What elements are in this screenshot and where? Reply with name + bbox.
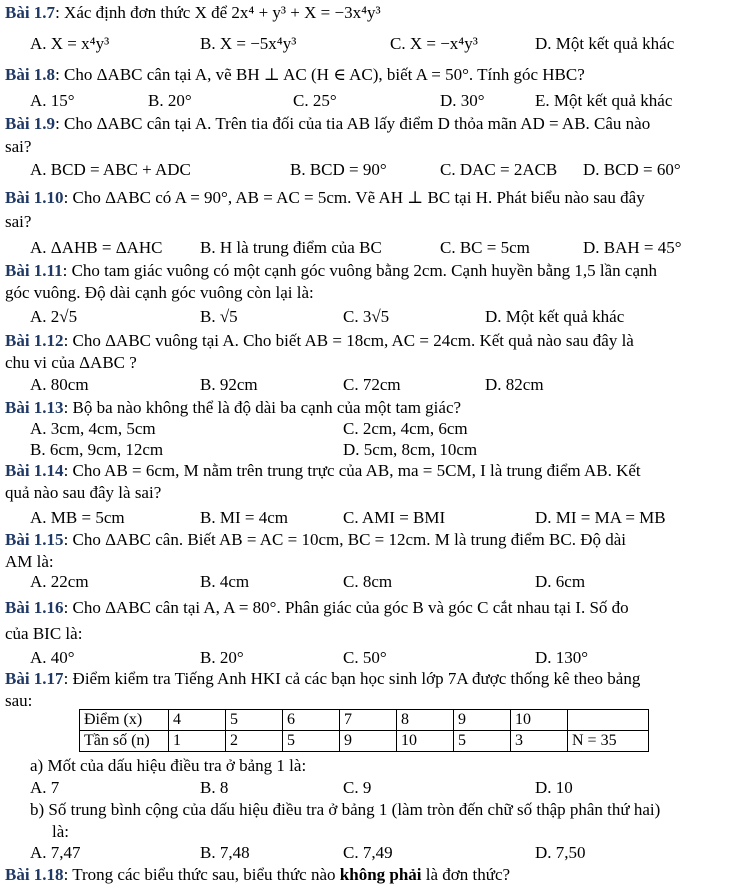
- option-c[interactable]: C. DAC = 2ACB: [440, 160, 558, 179]
- option-d[interactable]: D. 6cm: [535, 572, 586, 591]
- sub-question-b: b) Số trung bình cộng của dấu hiệu điều tra ở bảng 1 (làm tròn đến chữ số thập phân thứ hai): [30, 800, 661, 819]
- question-label: Bài 1.7: [5, 3, 56, 22]
- question-label: Bài 1.10: [5, 188, 64, 207]
- option-d[interactable]: D. Một kết quả khác: [485, 307, 625, 326]
- emphasis-text: không phải: [339, 865, 422, 884]
- table-row: [80, 731, 649, 752]
- question-continuation: AM là:: [5, 552, 54, 571]
- question-text: : Cho ΔABC cân. Biết AB = AC = 10cm, BC = 12cm. M là trung điểm BC. Độ dài: [63, 530, 626, 549]
- question-label: Bài 1.12: [5, 331, 64, 350]
- question-text: : Xác định đơn thức X để 2x⁴ + y³ + X = −3x⁴y³: [55, 3, 381, 22]
- question-label: Bài 1.13: [5, 398, 64, 417]
- question-1-18: [5, 864, 510, 886]
- option-b[interactable]: B. 92cm: [200, 375, 258, 394]
- option-b[interactable]: B. MI = 4cm: [200, 508, 288, 527]
- option-c[interactable]: C. 2cm, 4cm, 6cm: [343, 419, 468, 438]
- question-continuation: quả nào sau đây là sai?: [5, 483, 162, 502]
- table-cell: 6: [283, 710, 340, 731]
- question-continuation: sai?: [5, 212, 32, 231]
- option-b[interactable]: B. 8: [200, 778, 229, 797]
- option-a[interactable]: A. 22cm: [30, 572, 89, 591]
- option-a[interactable]: A. X = x⁴y³: [30, 34, 110, 53]
- question-label: Bài 1.15: [5, 530, 64, 549]
- option-d[interactable]: D. BAH = 45°: [583, 238, 682, 257]
- option-d[interactable]: D. Một kết quả khác: [535, 34, 675, 53]
- option-a[interactable]: A. MB = 5cm: [30, 508, 125, 527]
- option-b[interactable]: B. 20°: [148, 91, 192, 110]
- table-cell: 5: [454, 731, 511, 752]
- option-d[interactable]: D. 82cm: [485, 375, 544, 394]
- table-cell: 8: [397, 710, 454, 731]
- table-cell: 7: [340, 710, 397, 731]
- option-a[interactable]: A. 15°: [30, 91, 75, 110]
- question-text: : Cho ΔABC vuông tại A. Cho biết AB = 18cm, AC = 24cm. Kết quả nào sau đây là: [63, 331, 634, 350]
- sub-question-b-continuation: là:: [52, 822, 69, 841]
- question-continuation: sau:: [5, 691, 33, 710]
- option-d[interactable]: D. BCD = 60°: [583, 160, 681, 179]
- question-label: Bài 1.11: [5, 261, 63, 280]
- table-cell: [568, 710, 649, 731]
- question-continuation: của BIC là:: [5, 624, 83, 643]
- option-c[interactable]: C. 3√5: [343, 307, 390, 326]
- option-c[interactable]: C. 7,49: [343, 843, 393, 862]
- table-row: [80, 710, 649, 731]
- question-label: Bài 1.18: [5, 865, 64, 884]
- option-a[interactable]: A. ΔAHB = ΔAHC: [30, 238, 163, 257]
- table-cell: Điểm (x): [80, 710, 169, 731]
- table-cell: 3: [511, 731, 568, 752]
- question-text: : Trong các biểu thức sau, biểu thức nào: [63, 865, 340, 884]
- question-1-15: [5, 529, 626, 551]
- table-cell: 9: [454, 710, 511, 731]
- option-c[interactable]: C. 50°: [343, 648, 387, 667]
- table-cell: 10: [511, 710, 568, 731]
- question-label: Bài 1.16: [5, 598, 64, 617]
- question-1-17: [5, 668, 640, 690]
- table-cell: 9: [340, 731, 397, 752]
- option-b[interactable]: B. 6cm, 9cm, 12cm: [30, 440, 164, 459]
- frequency-table: [79, 709, 649, 752]
- option-a[interactable]: A. 7,47: [30, 843, 81, 862]
- question-label: Bài 1.17: [5, 669, 64, 688]
- option-a[interactable]: A. 80cm: [30, 375, 89, 394]
- question-text: : Cho ΔABC cân tại A, A = 80°. Phân giác của góc B và góc C cắt nhau tại I. Số đo: [63, 598, 629, 617]
- question-continuation: sai?: [5, 137, 32, 156]
- option-a[interactable]: A. 2√5: [30, 307, 78, 326]
- table-cell: N = 35: [568, 731, 649, 752]
- question-1-12: [5, 330, 634, 352]
- question-text: : Bộ ba nào không thể là độ dài ba cạnh của một tam giác?: [63, 398, 462, 417]
- question-text: : Cho ΔABC cân tại A. Trên tia đối của tia AB lấy điểm D thỏa mãn AD = AB. Câu nào: [55, 114, 651, 133]
- question-1-10: [5, 187, 645, 209]
- option-b[interactable]: B. 7,48: [200, 843, 250, 862]
- option-d[interactable]: D. 7,50: [535, 843, 586, 862]
- table-cell: 5: [226, 710, 283, 731]
- option-b[interactable]: B. X = −5x⁴y³: [200, 34, 297, 53]
- option-c[interactable]: C. 25°: [293, 91, 337, 110]
- question-label: Bài 1.8: [5, 65, 56, 84]
- table-cell: 10: [397, 731, 454, 752]
- option-e[interactable]: E. Một kết quả khác: [535, 91, 673, 110]
- question-text: : Cho AB = 6cm, M nằm trên trung trực của AB, ma = 5CM, I là trung điểm AB. Kết: [63, 461, 641, 480]
- question-text-end: là đơn thức?: [421, 865, 511, 884]
- option-d[interactable]: D. MI = MA = MB: [535, 508, 666, 527]
- question-1-13: [5, 397, 461, 419]
- option-a[interactable]: A. 3cm, 4cm, 5cm: [30, 419, 156, 438]
- option-c[interactable]: C. 72cm: [343, 375, 401, 394]
- option-b[interactable]: B. H là trung điểm của BC: [200, 238, 382, 257]
- table-cell: 2: [226, 731, 283, 752]
- option-c[interactable]: C. AMI = BMI: [343, 508, 446, 527]
- table-cell: 5: [283, 731, 340, 752]
- question-1-9: [5, 113, 650, 135]
- question-text: : Điểm kiểm tra Tiếng Anh HKI cả các bạn học sinh lớp 7A được thống kê theo bảng: [63, 669, 641, 688]
- question-continuation: chu vi của ΔABC ?: [5, 353, 137, 372]
- question-1-7: [5, 2, 381, 24]
- option-a[interactable]: A. 40°: [30, 648, 75, 667]
- question-label: Bài 1.9: [5, 114, 56, 133]
- question-text: : Cho tam giác vuông có một cạnh góc vuông bằng 2cm. Cạnh huyền bằng 1,5 lần cạnh: [62, 261, 658, 280]
- sub-question-a: a) Mốt của dấu hiệu điều tra ở bảng 1 là:: [30, 756, 307, 775]
- option-d[interactable]: D. 130°: [535, 648, 589, 667]
- option-c[interactable]: C. BC = 5cm: [440, 238, 530, 257]
- option-a[interactable]: A. BCD = ABC + ADC: [30, 160, 191, 179]
- option-d[interactable]: D. 10: [535, 778, 573, 797]
- question-1-11: [5, 260, 657, 282]
- option-c[interactable]: C. 9: [343, 778, 372, 797]
- question-text: : Cho ΔABC cân tại A, vẽ BH ⊥ AC (H ∈ AC), biết A = 50°. Tính góc HBC?: [55, 65, 585, 84]
- option-b[interactable]: B. √5: [200, 307, 238, 326]
- option-c[interactable]: C. X = −x⁴y³: [390, 34, 478, 53]
- option-b[interactable]: B. 20°: [200, 648, 244, 667]
- option-b[interactable]: B. 4cm: [200, 572, 250, 591]
- option-d[interactable]: D. 5cm, 8cm, 10cm: [343, 440, 478, 459]
- question-1-14: [5, 460, 641, 482]
- table-cell: Tần số (n): [80, 731, 169, 752]
- option-b[interactable]: B. BCD = 90°: [290, 160, 387, 179]
- question-1-8: [5, 64, 585, 86]
- table-cell: 4: [169, 710, 226, 731]
- option-c[interactable]: C. 8cm: [343, 572, 393, 591]
- question-text: : Cho ΔABC có A = 90°, AB = AC = 5cm. Vẽ AH ⊥ BC tại H. Phát biểu nào sau đây: [63, 188, 645, 207]
- option-d[interactable]: D. 30°: [440, 91, 485, 110]
- question-1-16: [5, 597, 629, 619]
- question-continuation: góc vuông. Độ dài cạnh góc vuông còn lại là:: [5, 283, 314, 302]
- question-label: Bài 1.14: [5, 461, 64, 480]
- table-cell: 1: [169, 731, 226, 752]
- option-a[interactable]: A. 7: [30, 778, 60, 797]
